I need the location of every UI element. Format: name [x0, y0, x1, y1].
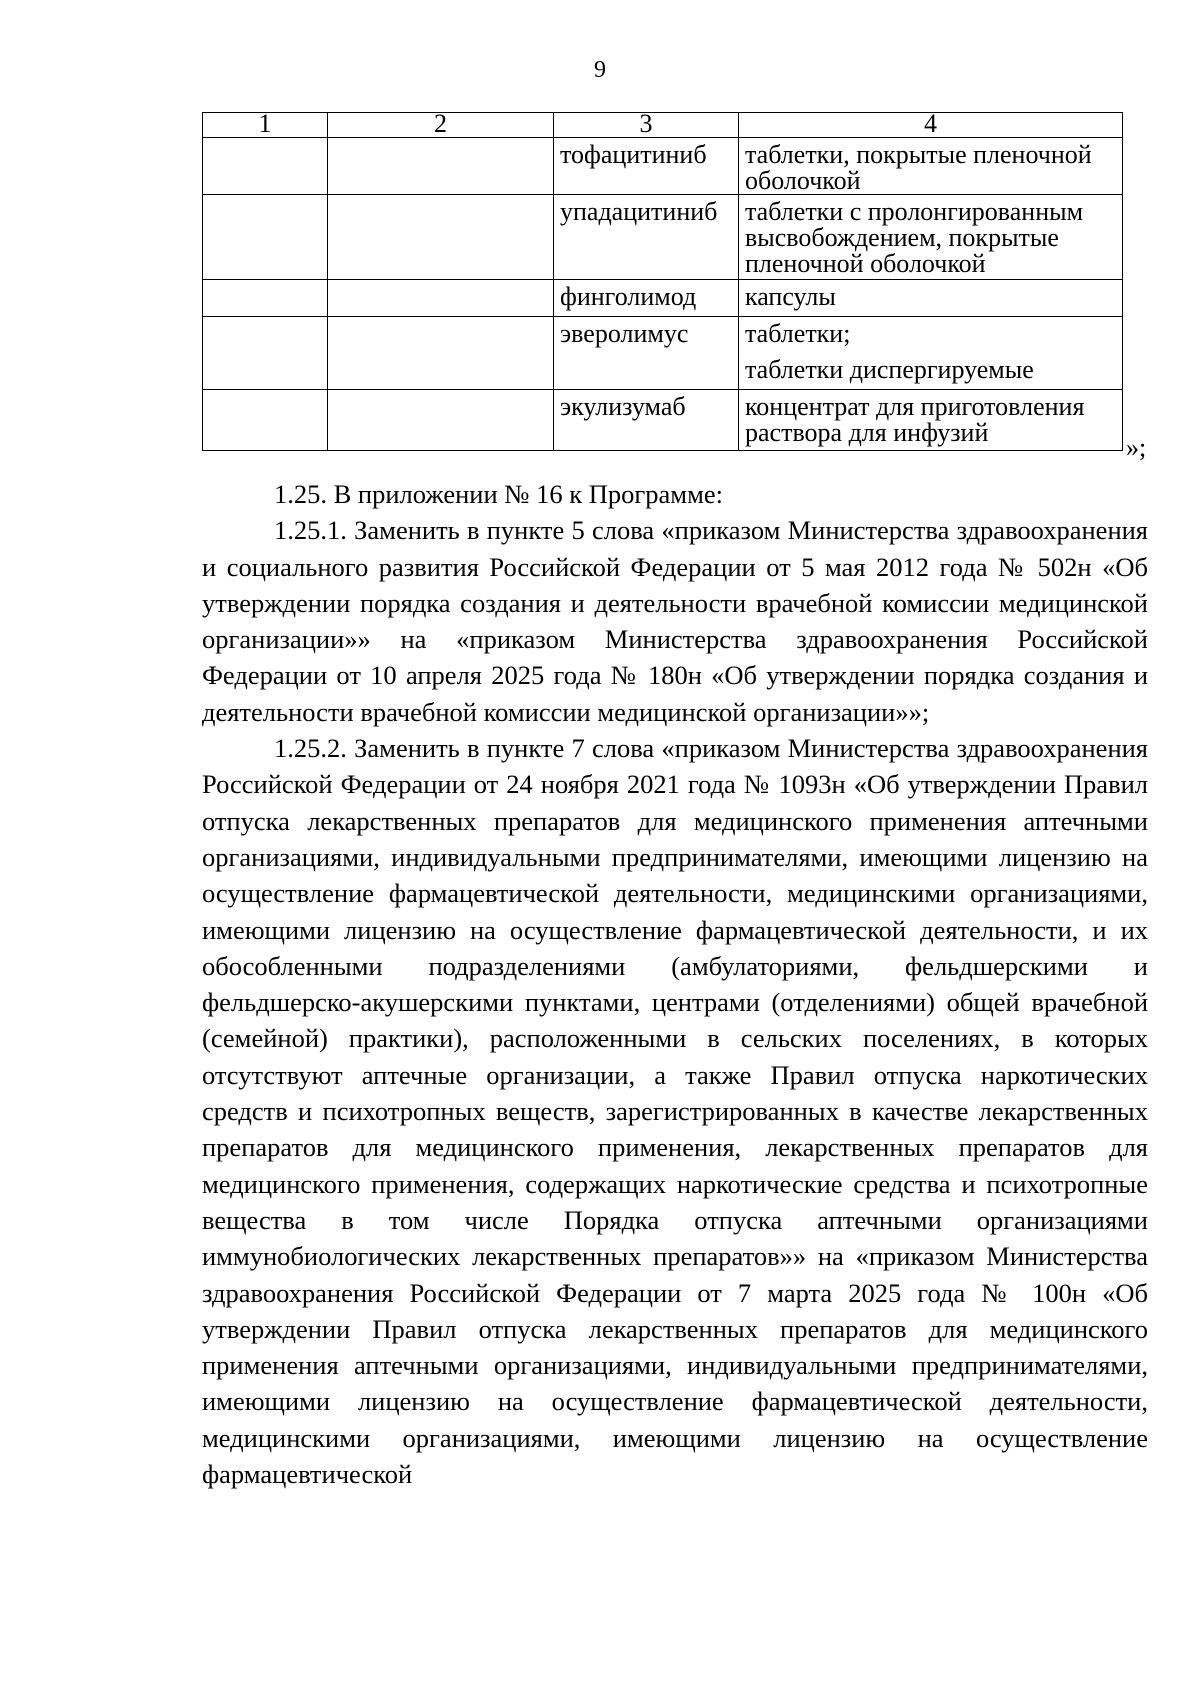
drug-table	[202, 109, 1123, 451]
dosage-form-text: таблетки с пролонгированным высвобождением, покрытые пленочной оболочкой	[745, 197, 1084, 278]
table-closing-mark: »;	[1126, 433, 1147, 462]
table-cell-empty	[203, 317, 328, 390]
paragraph: 1.25. В приложении № 16 к Программе:	[274, 479, 723, 509]
dosage-form-cell	[739, 138, 1123, 195]
table-cell-empty	[328, 317, 554, 390]
drug-name-cell: упадацитиниб	[554, 195, 739, 280]
dosage-form-text: таблетки диспергируемые	[745, 355, 1034, 384]
dosage-form-cell	[739, 280, 1123, 317]
table-cell-empty	[203, 138, 328, 195]
dosage-form-text: капсулы	[745, 282, 836, 311]
table-header-cell: 2	[328, 113, 554, 138]
paragraph: 1.25.1. Заменить в пункте 5 слова «приказом Министерства здравоохранения и социального развития Российской Федерации от 5 мая 2012 года № 502н «Об утверждении порядка создания и деятельности врачебной комиссии медицинской организации»» на «приказом Министерства здравоохранения Российской Федерации от 10 апреля 2025 года № 180н «Об утверждении порядка создания и деятельности врачебной комиссии медицинской организации»»;	[202, 515, 1148, 727]
table-row	[203, 390, 1123, 451]
table-cell-empty	[328, 280, 554, 317]
drug-name-cell: эверолимус	[554, 317, 739, 390]
dosage-form-cell	[739, 390, 1123, 451]
table-row	[203, 317, 1123, 390]
table-row	[203, 195, 1123, 280]
table-cell-empty	[328, 138, 554, 195]
dosage-form-text: концентрат для приготовления раствора для инфузий	[745, 392, 1085, 447]
drug-name-cell: финголимод	[554, 280, 739, 317]
document-body	[202, 476, 1148, 1492]
table-header-cell: 3	[554, 113, 739, 138]
drug-name-cell: тофацитиниб	[554, 138, 739, 195]
table-cell-empty	[328, 195, 554, 280]
page-number: 9	[594, 57, 606, 83]
table-header-cell: 1	[203, 113, 328, 138]
dosage-form-text: таблетки, покрытые пленочной оболочкой	[745, 140, 1092, 195]
table-cell-empty	[203, 280, 328, 317]
dosage-form-cell	[739, 195, 1123, 280]
table-cell-empty	[328, 390, 554, 451]
drug-name-cell: экулизумаб	[554, 390, 739, 451]
dosage-form-cell	[739, 317, 1123, 390]
dosage-form-text: таблетки;	[745, 319, 851, 348]
table-cell-empty	[203, 195, 328, 280]
table-row	[203, 138, 1123, 195]
table-header-cell: 4	[739, 113, 1123, 138]
paragraph: 1.25.2. Заменить в пункте 7 слова «приказом Министерства здравоохранения Российской Федерации от 24 ноября 2021 года № 1093н «Об утверждении Правил отпуска лекарственных препаратов для медицинского применения аптечными организациями, индивидуальными предпринимателями, имеющими лицензию на осуществление фармацевтической деятельности, медицинскими организациями, имеющими лицензию на осуществление фармацевтической деятельности, и их обособленными подразделениями (амбулаториями, фельдшерскими и фельдшерско-акушерскими пунктами, центрами (отделениями) общей врачебной (семейной) практики), расположенными в сельских поселениях, в которых отсутствуют аптечные организации, а также Правил отпуска наркотических средств и психотропных веществ, зарегистрированных в качестве лекарственных препаратов для медицинского применения, лекарственных препаратов для медицинского применения, содержащих наркотические средства и психотропные вещества в том числе Порядка отпуска аптечными организациями иммунобиологических лекарственных препаратов»» на «приказом Министерства здравоохранения Российской Федерации от 7 марта 2025 года № 100н «Об утверждении Правил отпуска лекарственных препаратов для медицинского применения аптечными организациями, индивидуальными предпринимателями, имеющими лицензию на осуществление фармацевтической деятельности, медицинскими организациями, имеющими лицензию на осуществление фармацевтической	[202, 733, 1148, 1490]
table-header-row	[203, 113, 1123, 138]
table-cell-empty	[203, 390, 328, 451]
table-row	[203, 280, 1123, 317]
